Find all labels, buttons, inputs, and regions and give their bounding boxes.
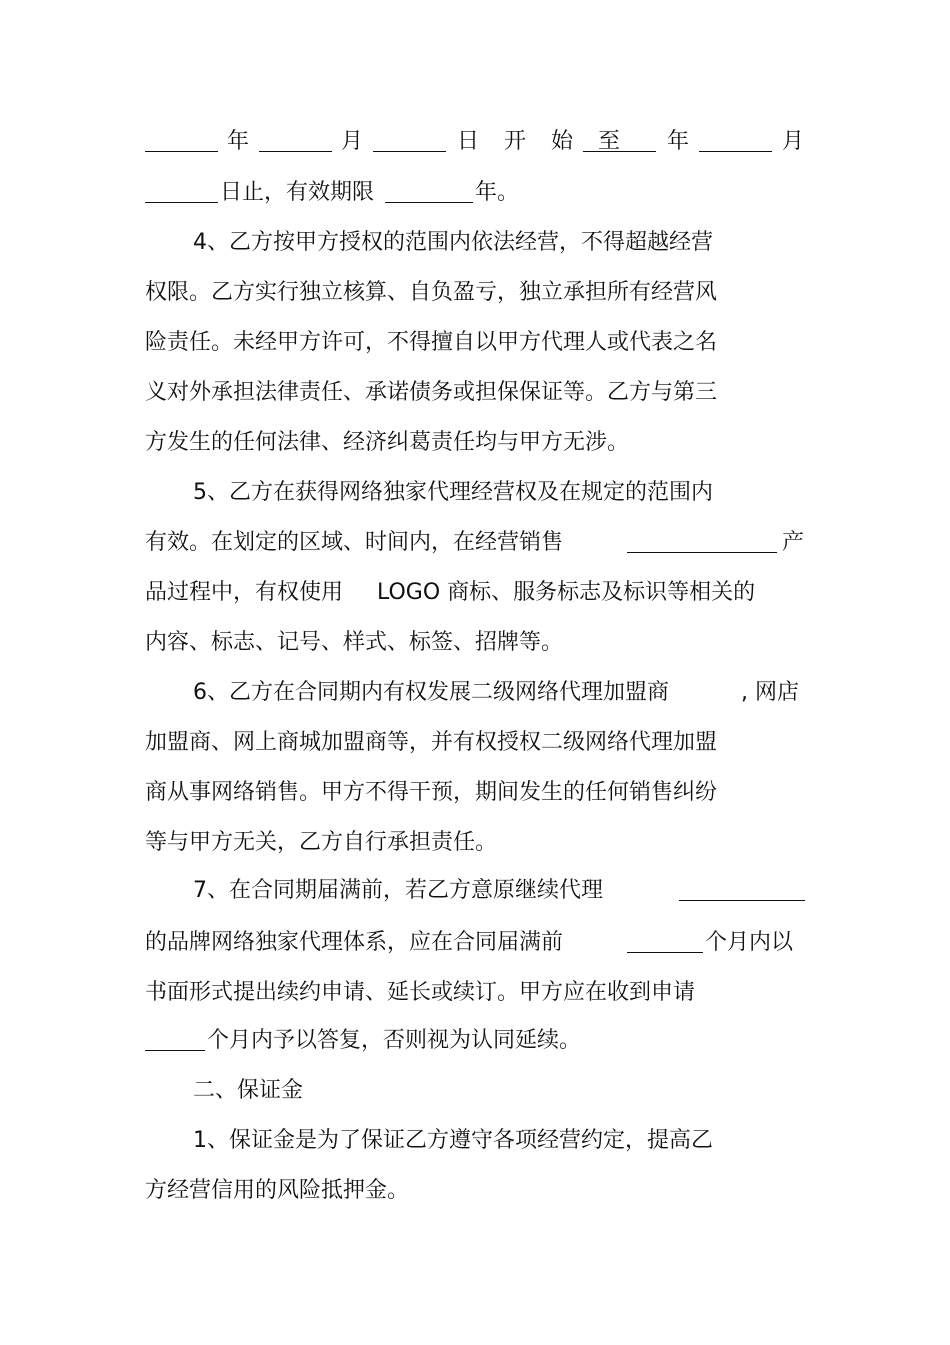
clause-5-logo-text: LOGO 商标、服务标志及标识等相关的: [377, 580, 756, 605]
clause-5-text-b: 品过程中，有权使用: [145, 580, 344, 605]
blank-end-month[interactable]: [699, 129, 772, 152]
clause-6-line-2: 加盟商、网上商城加盟商等，并有权授权二级网络代理加盟: [145, 730, 718, 755]
clause-7-reply-text: 个月内予以答复，否则视为认同延续。: [207, 1028, 582, 1053]
clause-4-line-3: 险责任。未经甲方许可，不得擅自以甲方代理人或代表之名: [145, 330, 718, 355]
clause-5-line-3: [145, 578, 805, 608]
clause-6-line-3: 商从事网络销售。甲方不得干预，期间发生的任何销售纠纷: [145, 780, 718, 805]
blank-months-before[interactable]: [627, 930, 703, 953]
clause-4-line-1: 4、乙方按甲方授权的范围内依法经营，不得超越经营: [193, 230, 713, 255]
clause-7-line-3: 书面形式提出续约申请、延长或续订。甲方应在收到申请: [145, 980, 696, 1005]
blank-end-day[interactable]: [145, 180, 218, 203]
clause-7-tail: 个月内以: [705, 930, 794, 955]
clause-6-tail: , 网店: [741, 680, 799, 705]
label-year-end: 年: [667, 129, 690, 154]
label-day-start-to: 日 开 始 至: [457, 129, 629, 154]
clause-5-tail: 产: [782, 530, 805, 555]
validity-line: [145, 178, 545, 208]
blank-reply-months[interactable]: [145, 1028, 205, 1051]
label-month-end: 月: [782, 129, 805, 154]
label-month: 月: [341, 129, 364, 154]
blank-start-year[interactable]: [145, 129, 218, 152]
clause-5-line-4: 内容、标志、记号、样式、标签、招牌等。: [145, 630, 564, 655]
section-2-clause-1-line-1: 1、保证金是为了保证乙方遵守各项经营约定，提高乙: [193, 1128, 713, 1153]
blank-end-year[interactable]: [583, 129, 656, 152]
clause-5-text: 有效。在划定的区域、时间内，在经营销售: [145, 530, 564, 555]
blank-product-name[interactable]: [627, 530, 777, 553]
validity-year-label: 年。: [475, 180, 520, 205]
clause-7-line-4: [145, 1026, 625, 1056]
blank-brand-name[interactable]: [679, 878, 805, 901]
clause-4-line-4: 义对外承担法律责任、承诺债务或担保保证等。乙方与第三: [145, 380, 718, 405]
clause-7-line-1: [193, 876, 808, 906]
label-year: 年: [227, 129, 250, 154]
section-2-heading: 二、保证金: [193, 1078, 304, 1103]
clause-7-text-b: 的品牌网络独家代理体系，应在合同届满前: [145, 930, 564, 955]
clause-5-line-1: 5、乙方在获得网络独家代理经营权及在规定的范围内: [193, 480, 713, 505]
clause-6-text: 6、乙方在合同期内有权发展二级网络代理加盟商: [193, 680, 669, 705]
date-range-line: [145, 127, 805, 157]
blank-start-month[interactable]: [259, 129, 332, 152]
clause-5-line-2: [145, 528, 805, 558]
validity-label: 日止，有效期限: [220, 180, 375, 205]
blank-validity-years[interactable]: [385, 180, 473, 203]
blank-start-day[interactable]: [373, 129, 446, 152]
clause-6-line-4: 等与甲方无关，乙方自行承担责任。: [145, 830, 498, 855]
clause-4-line-2: 权限。乙方实行独立核算、自负盈亏，独立承担所有经营风: [145, 280, 718, 305]
clause-7-text: 7、在合同期届满前，若乙方意原继续代理: [193, 878, 603, 903]
clause-4-line-5: 方发生的任何法律、经济纠葛责任均与甲方无涉。: [145, 430, 630, 455]
clause-7-line-2: [145, 928, 805, 958]
section-2-clause-1-line-2: 方经营信用的风险抵押金。: [145, 1178, 410, 1203]
clause-6-line-1: [193, 678, 805, 708]
